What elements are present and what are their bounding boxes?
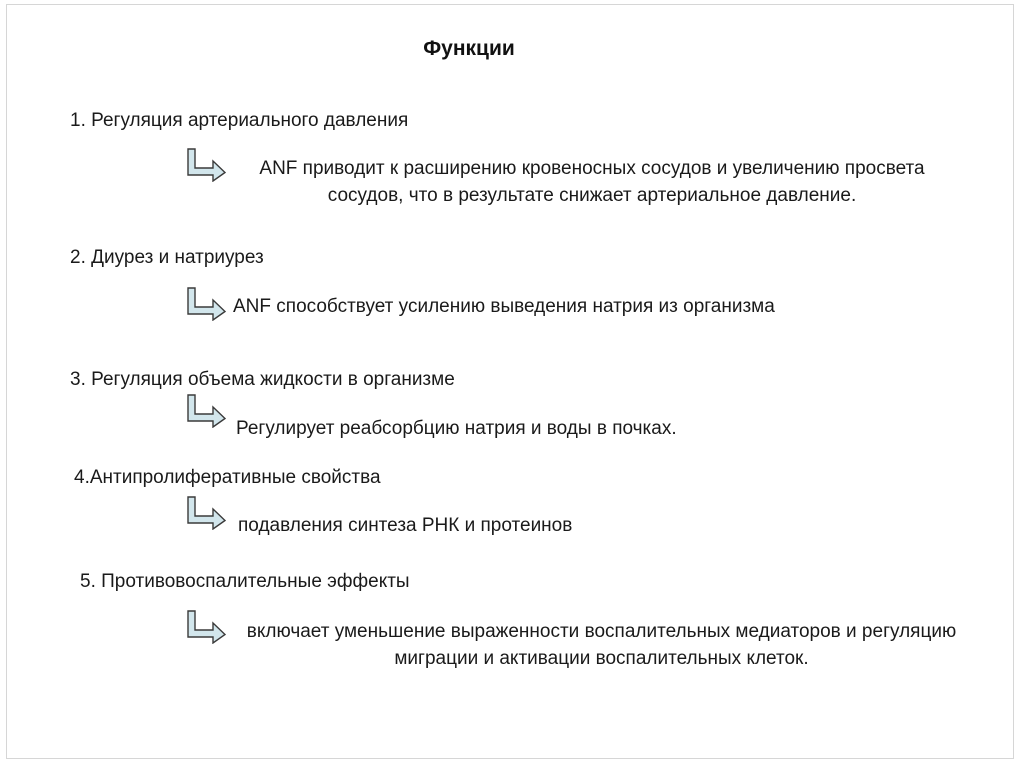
bent-arrow-icon xyxy=(187,394,227,428)
bent-arrow-icon xyxy=(187,610,227,644)
function-heading-5: 5. Противовоспалительные эффекты xyxy=(80,571,410,592)
function-heading-4: 4.Антипролиферативные свойства xyxy=(74,467,381,488)
function-heading-2: 2. Диурез и натриурез xyxy=(70,247,264,268)
function-description-5: включает уменьшение выраженности воспалительных медиаторов и регуляцию миграции и активации воспалительных клеток. xyxy=(246,621,957,669)
function-description-2: ANF способствует усилению выведения натрия из организма xyxy=(233,296,775,317)
page-title: Функции xyxy=(423,37,515,60)
bent-arrow-icon xyxy=(187,496,227,530)
function-description-1: ANF приводит к расширению кровеносных сосудов и увеличению просвета сосудов, что в результате снижает артериальное давление. xyxy=(259,158,925,206)
function-heading-1: 1. Регуляция артериального давления xyxy=(70,110,409,131)
bent-arrow-icon xyxy=(187,287,227,321)
bent-arrow-icon xyxy=(187,148,227,182)
function-heading-3: 3. Регуляция объема жидкости в организме xyxy=(70,369,455,390)
function-description-3: Регулирует реабсорбцию натрия и воды в почках. xyxy=(236,418,677,439)
function-description-4: подавления синтеза РНК и протеинов xyxy=(238,515,573,536)
